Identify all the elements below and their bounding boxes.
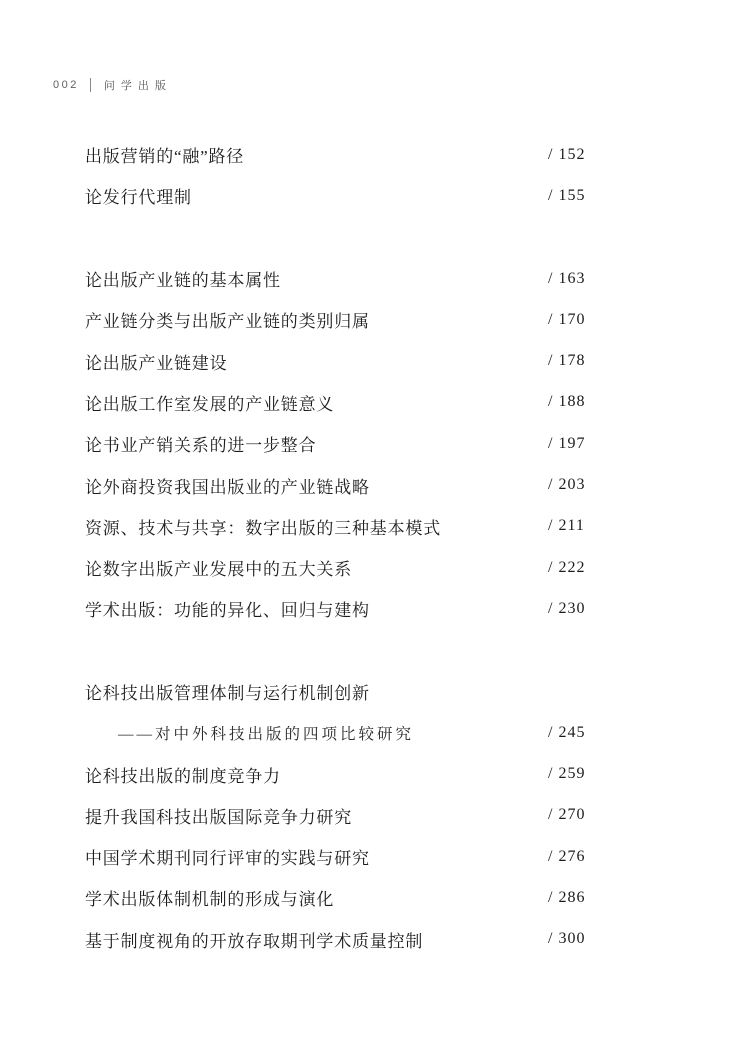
toc-entry-page: / 230 xyxy=(548,599,586,617)
running-title: 问学出版 xyxy=(103,80,172,92)
toc-entry-title: ——对中外科技出版的四项比较研究 xyxy=(118,725,415,743)
toc-entry-title: 出版营销的“融”路径 xyxy=(85,147,245,167)
toc-entry-page: / 203 xyxy=(548,476,586,494)
header-divider xyxy=(90,78,91,92)
toc-entry-page: / 245 xyxy=(548,723,586,741)
page-header xyxy=(53,77,172,93)
toc-entry-title: 学术出版体制机制的形成与演化 xyxy=(85,890,335,910)
toc-entry-title: 论外商投资我国出版业的产业链战略 xyxy=(85,477,370,497)
toc-entry xyxy=(85,712,695,753)
toc-entry-title: 学术出版：功能的异化、回归与建构 xyxy=(85,601,370,621)
toc-entry-page: / 276 xyxy=(548,847,586,865)
toc-entry-title: 产业链分类与出版产业链的类别归属 xyxy=(85,312,370,332)
toc-entry-page: / 259 xyxy=(548,765,586,783)
toc-entry xyxy=(85,134,695,175)
toc-entry-page: / 170 xyxy=(548,310,586,328)
toc-entry-page: / 188 xyxy=(548,393,586,411)
toc-entry xyxy=(85,919,695,960)
folio-page-number: 002 xyxy=(53,79,79,91)
toc-entry xyxy=(85,836,695,877)
toc-entry-page: / 286 xyxy=(548,888,586,906)
toc-entry-page: / 222 xyxy=(548,558,586,576)
toc-entry xyxy=(85,877,695,918)
toc-entry-title: 论出版工作室发展的产业链意义 xyxy=(85,394,335,414)
toc-entry-title: 论发行代理制 xyxy=(85,188,192,208)
toc-entry-title: 论出版产业链建设 xyxy=(85,353,228,373)
toc-entry-title: 论科技出版管理体制与运行机制创新 xyxy=(85,684,370,703)
toc-entry-title: 论书业产销关系的进一步整合 xyxy=(85,436,317,456)
toc-entry xyxy=(85,588,695,629)
toc-entry-page: / 178 xyxy=(548,352,586,370)
toc-entry-title: 提升我国科技出版国际竞争力研究 xyxy=(85,807,352,827)
toc-entry xyxy=(85,340,695,381)
toc-entry xyxy=(85,547,695,588)
table-of-contents xyxy=(85,134,695,960)
toc-entry-page: / 163 xyxy=(548,269,586,287)
toc-entry-title: 论数字出版产业发展中的五大关系 xyxy=(85,560,352,580)
toc-entry-page: / 197 xyxy=(548,434,586,452)
toc-entry xyxy=(85,258,695,299)
toc-entry xyxy=(85,423,695,464)
toc-entry xyxy=(85,795,695,836)
toc-entry xyxy=(85,506,695,547)
toc-entry xyxy=(85,671,695,712)
toc-entry-page: / 152 xyxy=(548,145,586,163)
toc-entry-title: 中国学术期刊同行评审的实践与研究 xyxy=(85,849,370,869)
toc-entry-page: / 211 xyxy=(548,517,585,535)
toc-entry-page: / 155 xyxy=(548,186,586,204)
toc-entry xyxy=(85,753,695,794)
toc-entry xyxy=(85,299,695,340)
toc-entry-title: 论科技出版的制度竞争力 xyxy=(85,766,281,786)
toc-entry-title: 基于制度视角的开放存取期刊学术质量控制 xyxy=(85,931,424,951)
toc-entry-page: / 270 xyxy=(548,806,586,824)
toc-entry-title: 论出版产业链的基本属性 xyxy=(85,271,281,291)
toc-entry xyxy=(85,175,695,216)
toc-entry xyxy=(85,464,695,505)
toc-entry-page: / 300 xyxy=(548,930,586,948)
toc-entry-title: 资源、技术与共享：数字出版的三种基本模式 xyxy=(85,518,441,538)
toc-entry xyxy=(85,382,695,423)
